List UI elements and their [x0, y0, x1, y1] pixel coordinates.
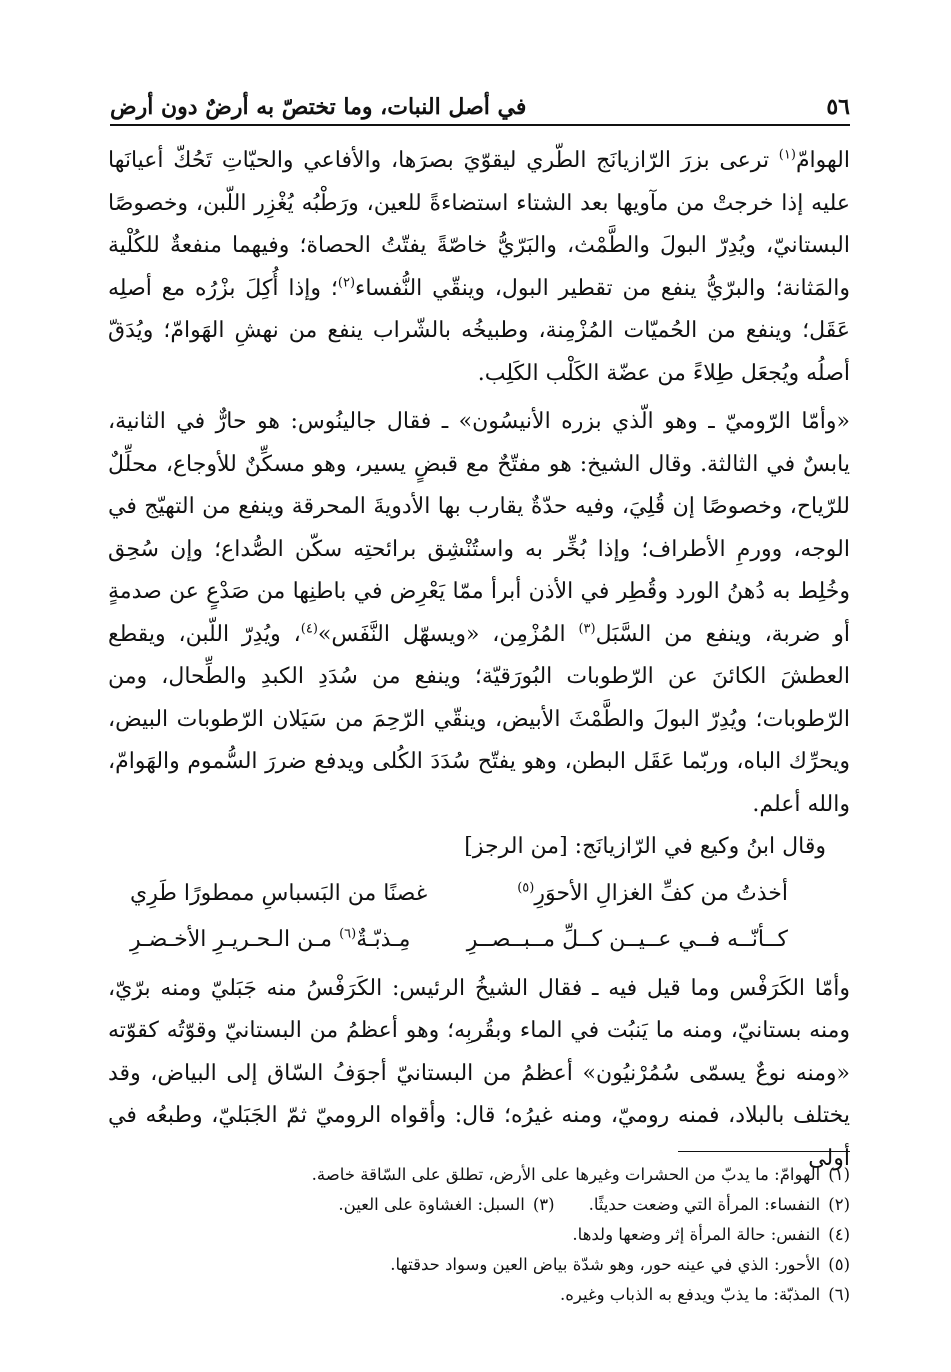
footnote-number: (١) — [828, 1165, 850, 1184]
footnote-marker: (٦) — [339, 926, 357, 942]
paragraph-3 — [108, 968, 850, 1181]
footnote-text: الأحور: الذي في عينه حور، وهو شدّة بياض العين وسواد حدقتها. — [390, 1255, 821, 1274]
text-run: «وأمّا الرّوميّ ـ وهو الّذي بزره الأنيسُون» ـ فقال جالينُوس: هو حارٌّ في الثانية، يابسٌ في الثالثة. وقال الشيخ: هو مفتّحٌ مع قبضٍ يسير، وهو مسكِّنٌ للأوجاع، محلِّلٌ للرّياح، وخصوصًا إن قُلِيَ، وفيه حدّةٌ يقارب بها الأدويةَ المحرقة وينفع من التهيّج في الوجه، وورمِ الأطراف؛ وإذا بُخِّر به واستُنْشِق برائحتِه سكّن الصُّداع؛ وإن سُحِق وخُلِط به دُهنُ الورد وقُطِر في الأذن أبرأ ممّا يَعْرِض في باطنِها من صَدْعٍ عن صدمةٍ أو ضربة، وينفع من السَّبَل — [108, 409, 850, 647]
footnote-text: السبل: الغشاوة على العين. — [338, 1195, 525, 1214]
text-run: مـن الـحـريـرِ الأخـضـرِ — [130, 927, 340, 952]
footnote-number: (٦) — [828, 1285, 850, 1304]
footnote-text: النفساء: المرأة التي وضعت حديثًا. — [588, 1195, 821, 1214]
running-head — [110, 88, 850, 122]
footnote-marker: (٢) — [337, 275, 356, 291]
text-run: ؛ وإذا أُكِلَ بزْرُه مع أصلِه عَقَل؛ وينفع من الحُميّات المُزْمِنة، وطبيخُه بالشّراب ينفع من نهشِ الهَوامّ؛ ويُدَقّ أصلُه ويُجعَل طِلاءً من عضّة الكَلْب الكَلِب. — [108, 275, 850, 386]
verse-2-first-hemistich — [467, 919, 788, 962]
footnote-marker: (١) — [778, 147, 796, 163]
footnote-6 — [200, 1280, 850, 1310]
footnote-text: النفس: حالة المرأة إثر وضعها ولدها. — [572, 1225, 821, 1244]
footnote-2 — [200, 1190, 850, 1220]
footnote-4 — [200, 1220, 850, 1250]
footnote-text: المذبّة: ما يذبّ ويدفع به الذباب وغيره. — [559, 1285, 821, 1304]
footnote-number: (٥) — [828, 1255, 850, 1274]
text-run: غصنًا من البَسباسِ ممطورًا طَرِي — [130, 880, 428, 906]
text-run: ، ويُدِرّ اللّبن، ويقطع العطشَ الكائنَ عن الرّطوبات البُورَقيّة؛ وينفع من سُدَدِ الكبدِ والطِّحال، ومن الرّطوبات؛ ويُدِرّ البولَ والطَّمْثَ الأبيض، وينقّي الرّحِمَ من سَيَلان الرّطوبات البيض، ويحرِّك الباه، وربّما عَقَل البطن، وهو يفتّح سُدَدَ الكُلى ويدفع ضررَ السُّموم والهَوامّ، والله أعلم. — [108, 621, 850, 817]
footnote-number: (٢) — [828, 1195, 850, 1214]
footnote-5 — [200, 1250, 850, 1280]
text-run: المُزْمِن، «ويسهّل النَّفَس» — [317, 621, 579, 647]
text-run: أخذتُ من كفِّ الغزالِ الأحوَرِ — [534, 880, 788, 906]
footnote-marker: (٥) — [517, 880, 535, 896]
footnote-3-inline — [338, 1195, 554, 1214]
main-text — [108, 140, 850, 1180]
paragraph-1 — [108, 140, 850, 395]
footnotes — [200, 1160, 850, 1310]
verse-line-1 — [108, 873, 850, 916]
footnote-marker: (٤) — [300, 621, 318, 637]
verse-2-second-hemistich — [130, 919, 410, 962]
text-run: مِـذبّـةٌ — [356, 927, 411, 952]
chapter-title: في أصل النبات، وما تختصّ به أرضٌ دون أرض — [110, 94, 527, 120]
text-run: كــأنّــه فــي عــيــن كــلِّ مــبــصــرِ — [466, 927, 788, 952]
page-number: ٥٦ — [826, 94, 850, 120]
header-rule — [110, 124, 850, 126]
footnote-marker: (٣) — [578, 621, 596, 637]
verse-introduction: وقال ابنُ وكيع في الرّازيانَج: [من الرجز] — [464, 834, 826, 859]
paragraph-2 — [108, 401, 850, 826]
verse-1-first-hemistich — [517, 873, 788, 916]
verse-1-second-hemistich — [130, 873, 427, 916]
text-run: الهوامّ — [795, 148, 850, 173]
footnote-number: (٣) — [532, 1195, 555, 1214]
text-run: وأمّا الكَرَفْس وما قيل فيه ـ فقال الشيخُ الرئيس: الكَرَفْسُ منه جَبَليّ ومنه برّيّ، ومنه بستانيّ، ومنه ما يَنبُت في الماء وبقُربِه؛ وهو أعظمُ من البستانيّ وقوّتُه كقوّته «ومنه نوعٌ يسمّى سُمُرْنيُون» أعظمُ من البستانيّ أجوَفُ السّاق إلى البياض، وقد يختلف بالبلاد، فمنه روميّ، ومنه غيرُه؛ قال: وأقواه الروميّ ثمّ الجَبَليّ، وطبعُه في أولى — [108, 975, 850, 1171]
text-run: ترعى بزرَ الرّازيانَج الطّري ليقوّيَ بصرَها، والأفاعي والحيّاتِ تَحُكّ أعيانَها عليه إذا خرجتْ من مآويها بعد الشتاء استضاءةً للعين، ورَطْبُه يُغْزِر اللّبن، وخصوصًا البستانيّ، ويُدِرّ البولَ والطَّمْث، والبَرّيُّ خاصّةً يفتّتُ الحصاة؛ وفيهما منفعةٌ للكُلْية والمَثانة؛ والبرّيُّ ينفع من تقطير البول، وينقّي النُّفساء — [108, 148, 850, 301]
footnote-text: الهوامّ: ما يدبّ من الحشرات وغيرها على الأرض، تطلق على السّاقة خاصة. — [311, 1165, 821, 1184]
footnote-separator — [678, 1151, 850, 1152]
footnote-number: (٤) — [828, 1225, 850, 1244]
verse-line-2 — [108, 919, 850, 962]
footnote-1 — [200, 1160, 850, 1190]
